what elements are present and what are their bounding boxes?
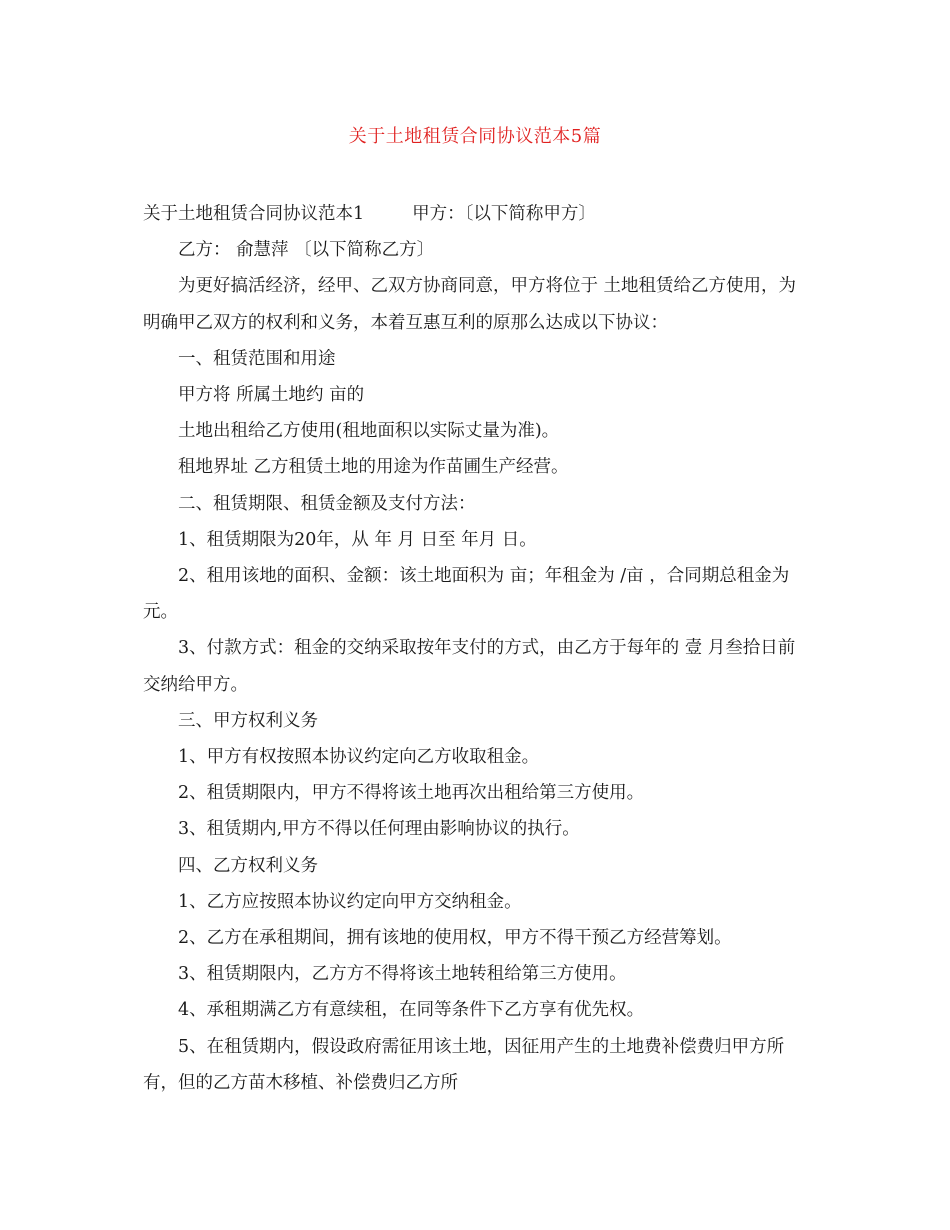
section-heading: 四、乙方权利义务 <box>178 855 318 876</box>
clause-paragraph: 2、租用该地的面积、金额：该土地面积为 亩；年租金为 /亩 ，合同期总租金为 元。 <box>143 566 790 623</box>
clause-paragraph: 1、甲方有权按照本协议约定向乙方收取租金。 <box>178 747 540 768</box>
clause-paragraph: 3、付款方式：租金的交纳采取按年支付的方式，由乙方于每年的 壹 月叁拾日前交纳给甲方。 <box>143 638 796 695</box>
clause-paragraph: 1、租赁期限为20年，从 年 月 日至 年月 日。 <box>178 529 537 550</box>
section-heading: 三、甲方权利义务 <box>178 710 318 731</box>
party-a-line: 甲方：〔以下简称甲方〕 <box>412 204 596 224</box>
clause-paragraph: 租地界址 乙方租赁土地的用途为作苗圃生产经营。 <box>178 457 569 478</box>
section-heading: 二、租赁期限、租赁金额及支付方法： <box>178 493 476 514</box>
document-title: 关于土地租赁合同协议范本5篇 <box>348 126 602 147</box>
preamble-paragraph: 为更好搞活经济，经甲、乙双方协商同意，甲方将位于 土地租赁给乙方使用，为明确甲乙双方的权利和义务，本着互惠互利的原那么达成以下协议： <box>143 276 797 333</box>
clause-paragraph: 土地出租给乙方使用(租地面积以实际丈量为准)。 <box>178 421 560 442</box>
clause-paragraph: 5、在租赁期内，假设政府需征用该土地，因征用产生的土地费补偿费归甲方所有，但的乙方苗木移植、补偿费归乙方所 <box>143 1036 785 1093</box>
clause-paragraph: 3、租赁期内,甲方不得以任何理由影响协议的执行。 <box>178 819 580 840</box>
party-b-line: 乙方： 俞慧萍 〔以下简称乙方〕 <box>178 240 435 261</box>
clause-paragraph: 3、租赁期限内，乙方方不得将该土地转租给第三方使用。 <box>178 964 627 985</box>
clause-paragraph: 2、乙方在承租期间，拥有该地的使用权，甲方不得干预乙方经营筹划。 <box>178 928 732 949</box>
heading-line <box>143 196 811 232</box>
agreement-label: 关于土地租赁合同协议范本1 <box>143 204 365 224</box>
clause-paragraph: 4、承租期满乙方有意续租，在同等条件下乙方享有优先权。 <box>178 1000 645 1021</box>
document-body <box>143 196 811 1101</box>
clause-paragraph: 2、租赁期限内，甲方不得将该土地再次出租给第三方使用。 <box>178 783 645 804</box>
clause-paragraph: 甲方将 所属土地约 亩的 <box>178 385 365 406</box>
section-heading: 一、租赁范围和用途 <box>178 348 336 369</box>
clause-paragraph: 1、乙方应按照本协议约定向甲方交纳租金。 <box>178 891 522 912</box>
